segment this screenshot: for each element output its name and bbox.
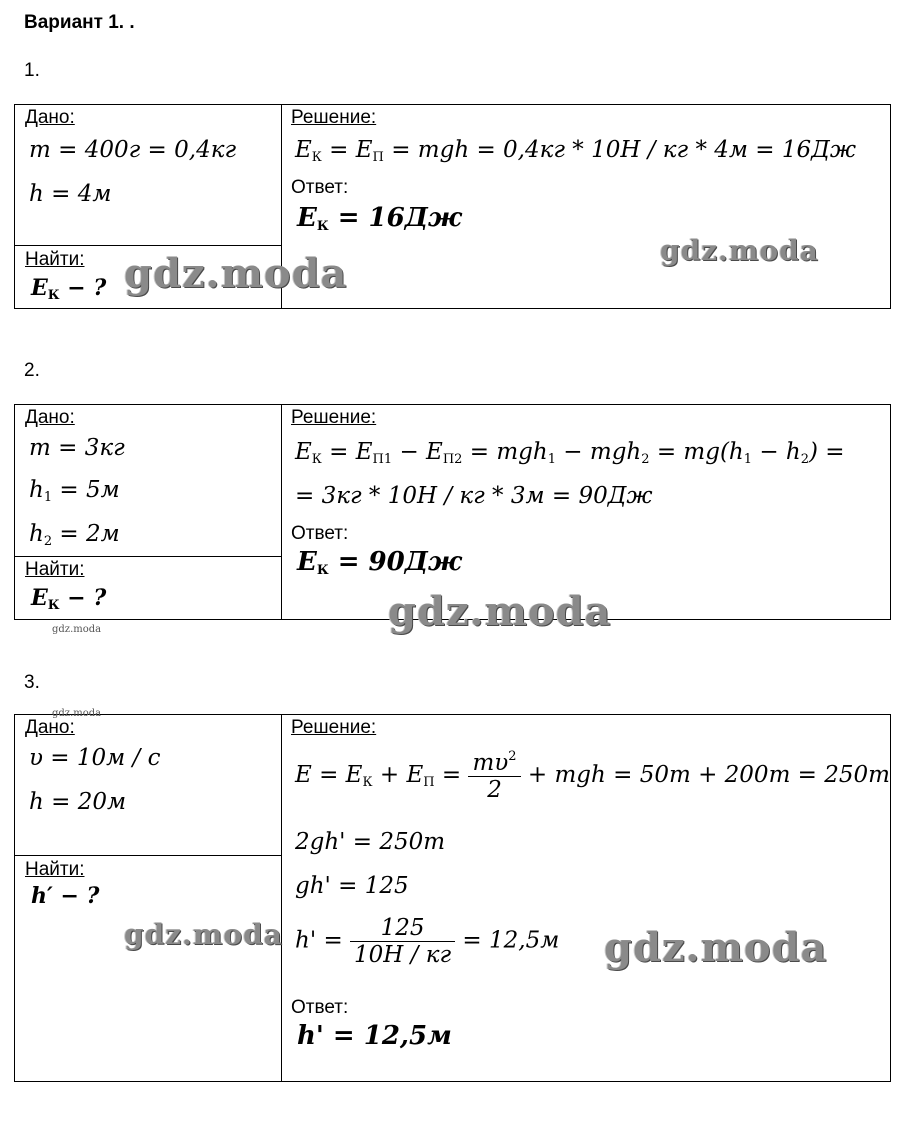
solution-label: Решение:: [291, 107, 377, 128]
page-title: Вариант 1. .: [24, 12, 135, 33]
find-value: $E_К$ − ?: [31, 275, 107, 303]
task-number-1: 1.: [24, 60, 40, 81]
answer-value: $E_К = 16Дж$: [297, 203, 462, 234]
given-height-2: $h_2 = 2м$: [29, 521, 120, 549]
solution-label: Решение:: [291, 407, 377, 428]
given-velocity: υ = 10м / с: [29, 745, 161, 771]
watermark-logo: gdz.moda: [660, 234, 819, 267]
answer-value: $E_К = 90Дж$: [297, 547, 462, 578]
given-label: Дано:: [25, 407, 75, 428]
watermark-logo: gdz.moda: [124, 918, 283, 951]
watermark-small: gdz.moda: [52, 708, 102, 719]
find-label: Найти:: [25, 859, 85, 880]
given-height: h = 20м: [29, 789, 127, 815]
solution-line-1: $E = E_К + E_П$ = $\frac{m\upsilon^2}{2}$ + mgh = 50m + 200m = 250m: [295, 749, 890, 803]
watermark-small: gdz.moda: [52, 624, 102, 635]
solution-label: Решение:: [291, 717, 377, 738]
row-divider: [15, 556, 281, 557]
answer-label: Ответ:: [291, 177, 349, 198]
row-divider: [15, 245, 281, 246]
solution-line-2: 2gh' = 250m: [295, 829, 446, 855]
given-label: Дано:: [25, 717, 75, 738]
solution-line-4: h' = $\frac{125}{10Н / кг}$ = 12,5м: [295, 915, 560, 968]
solution-line-1: $E_К = E_{П1} - E_{П2} = mgh_1 - mgh_2 = mg(h_1 - h_2)$ =: [295, 439, 845, 467]
task-number-2: 2.: [24, 360, 40, 381]
solution-line-2: = 3кг * 10Н / кг * 3м = 90Дж: [295, 483, 653, 509]
watermark-logo: gdz.moda: [124, 250, 348, 297]
given-mass: m = 400г = 0,4кг: [29, 137, 237, 163]
column-divider: [281, 405, 282, 619]
find-label: Найти:: [25, 249, 85, 270]
given-label: Дано:: [25, 107, 75, 128]
find-value: $E_К$ − ?: [31, 585, 107, 613]
find-label: Найти:: [25, 559, 85, 580]
row-divider: [15, 855, 281, 856]
task-number-3: 3.: [24, 672, 40, 693]
given-mass: m = 3кг: [29, 435, 125, 461]
given-height: h = 4м: [29, 181, 112, 207]
watermark-logo: gdz.moda: [388, 588, 612, 635]
answer-label: Ответ:: [291, 997, 349, 1018]
solution-line-1: $E_К = E_П$ = mgh = 0,4кг * 10Н / кг * 4м = 16Дж: [295, 137, 856, 165]
watermark-logo: gdz.moda: [604, 924, 828, 971]
given-height-1: $h_1 = 5м$: [29, 477, 120, 505]
solution-line-3: gh' = 125: [295, 873, 409, 899]
task-table-3: [14, 714, 891, 1082]
answer-value: h' = 12,5м: [297, 1021, 452, 1051]
find-value: h′ − ?: [31, 883, 100, 909]
column-divider: [281, 715, 282, 1081]
answer-label: Ответ:: [291, 523, 349, 544]
